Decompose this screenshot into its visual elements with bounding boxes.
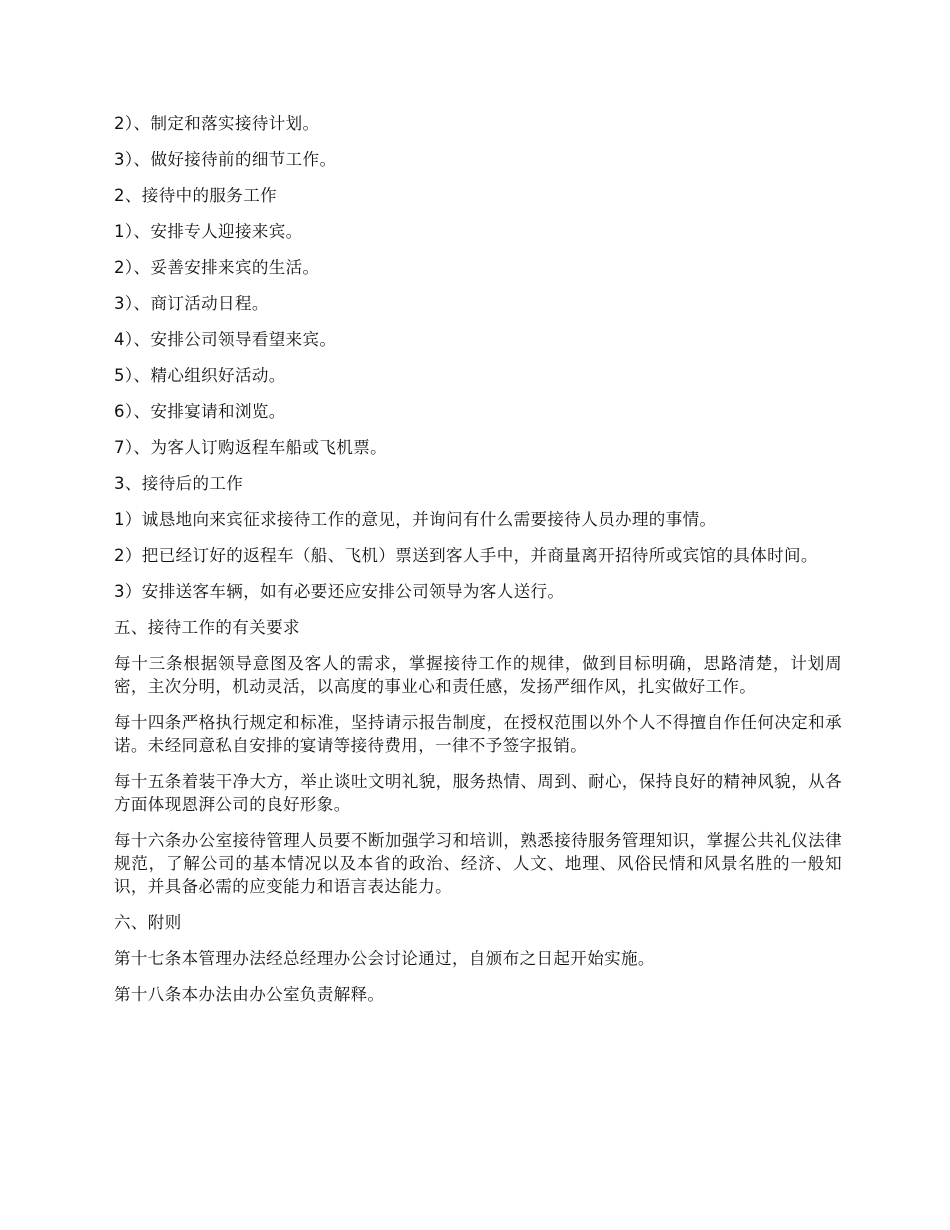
article-17: 第十七条本管理办法经总经理办公会讨论通过，自颁布之日起开始实施。 — [114, 949, 655, 968]
list-item-plan: 2）、制定和落实接待计划。 — [114, 114, 320, 133]
article-15: 每十五条着装干净大方，举止谈吐文明礼貌，服务热情、周到、耐心，保持良好的精神风貌，从各方面体现恩湃公司的良好形象。 — [114, 772, 842, 814]
chapter-heading-supplementary: 六、附则 — [114, 913, 182, 932]
article-13: 每十三条根据领导意图及客人的需求，掌握接待工作的规律，做到目标明确，思路清楚，计划周密，主次分明，机动灵活，以高度的事业心和责任感，发扬严细作风，扎实做好工作。 — [114, 654, 842, 696]
article-14: 每十四条严格执行规定和标准，坚持请示报告制度，在授权范围以外个人不得擅自作任何决定和承诺。未经同意私自安排的宴请等接待费用，一律不予签字报销。 — [114, 713, 842, 755]
list-item-activities: 5）、精心组织好活动。 — [114, 366, 286, 385]
list-item-schedule: 3）、商订活动日程。 — [114, 294, 269, 313]
list-item-leader-visit: 4）、安排公司领导看望来宾。 — [114, 330, 337, 349]
section-heading-during-reception: 2、接待中的服务工作 — [114, 186, 277, 205]
list-item-details: 3）、做好接待前的细节工作。 — [114, 150, 337, 169]
article-18: 第十八条本办法由办公室负责解释。 — [114, 985, 385, 1004]
list-item-accommodation: 2）、妥善安排来宾的生活。 — [114, 258, 320, 277]
section-heading-after-reception: 3、接待后的工作 — [114, 474, 244, 493]
list-item-send-off: 3）安排送客车辆，如有必要还应安排公司领导为客人送行。 — [114, 582, 565, 601]
list-item-deliver-tickets: 2）把已经订好的返程车（船、飞机）票送到客人手中，并商量离开招待所或宾馆的具体时间。 — [114, 546, 818, 565]
document-body — [114, 112, 842, 1019]
list-item-feedback: 1）诚恳地向来宾征求接待工作的意见，并询问有什么需要接待人员办理的事情。 — [114, 510, 717, 529]
list-item-banquet: 6）、安排宴请和浏览。 — [114, 402, 286, 421]
chapter-heading-requirements: 五、接待工作的有关要求 — [114, 618, 300, 637]
article-16: 每十六条办公室接待管理人员要不断加强学习和培训，熟悉接待服务管理知识，掌握公共礼仪法律规范，了解公司的基本情况以及本省的政治、经济、人文、地理、风俗民情和风景名胜的一般知识，并具备必需的应变能力和语言表达能力。 — [114, 831, 842, 896]
list-item-greet: 1）、安排专人迎接来宾。 — [114, 222, 303, 241]
list-item-tickets: 7）、为客人订购返程车船或飞机票。 — [114, 438, 388, 457]
